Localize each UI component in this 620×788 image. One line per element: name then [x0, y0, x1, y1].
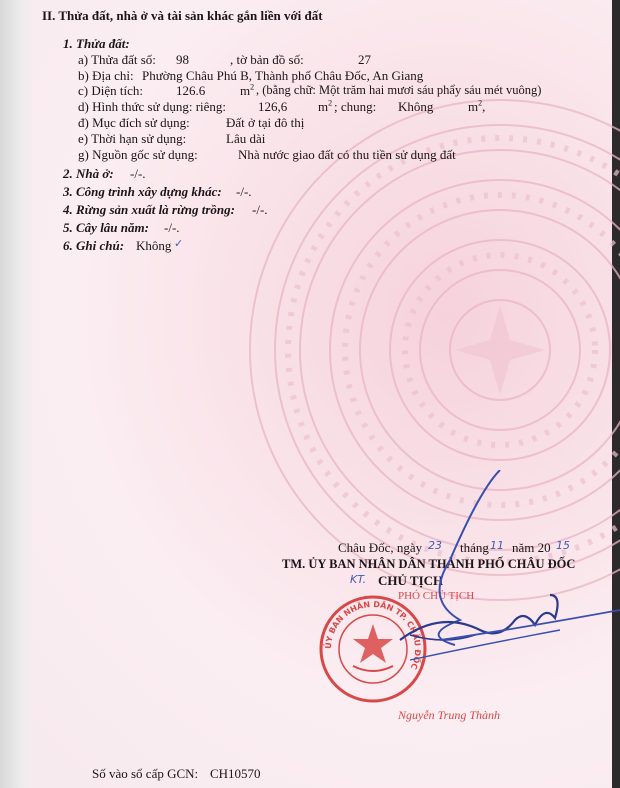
purpose-label: đ) Mục đích sử dụng:	[78, 115, 190, 130]
address-value: Phường Châu Phú B, Thành phố Châu Đốc, An Giang	[142, 68, 424, 83]
parcel-number-label: a) Thửa đất số:	[78, 52, 156, 67]
map-sheet-value: 27	[358, 52, 371, 67]
private-area-unit: $m^2$	[318, 98, 333, 114]
parcel-number-value: 98	[176, 52, 189, 67]
land-heading: 1. Thửa đất:	[63, 36, 130, 51]
forest-label: 4. Rừng sản xuất là rừng trồng:	[63, 202, 235, 217]
term-value: Lâu dài	[226, 131, 266, 146]
shared-area-label: ; chung:	[334, 99, 377, 114]
area-label: c) Diện tích:	[78, 83, 143, 98]
note-label: 6. Ghi chú:	[63, 238, 125, 253]
handwritten-mark-icon: ✓	[174, 237, 184, 250]
area-in-words: , (bằng chữ: Một trăm hai mươi sáu phẩy sáu mét vuông)	[256, 83, 542, 97]
left-scan-edge	[0, 0, 32, 788]
signature-icon	[300, 470, 620, 710]
house-label: 2. Nhà ở:	[63, 166, 114, 181]
trees-label: 5. Cây lâu năm:	[63, 220, 149, 235]
construction-value: -/-.	[236, 184, 252, 199]
private-area-value: 126,6	[258, 99, 288, 114]
shared-area-value: Không	[398, 99, 434, 114]
signing-month: 11	[490, 539, 504, 552]
register-label: Số vào sổ cấp GCN:	[92, 766, 199, 781]
shared-area-unit: $m^2$,	[468, 98, 486, 114]
vice-chairman-stamp: PHÓ CHỦ TỊCH	[398, 590, 475, 602]
trees-value: -/-.	[164, 220, 180, 235]
signing-prefix: KT.	[350, 573, 367, 586]
chairman-title: CHỦ TỊCH	[378, 573, 444, 588]
construction-label: 3. Công trình xây dựng khác:	[63, 184, 222, 199]
signing-month-label: tháng	[460, 540, 489, 555]
address-label: b) Địa chỉ:	[78, 68, 134, 83]
origin-label: g) Nguồn gốc sử dụng:	[78, 147, 198, 162]
signer-name: Nguyễn Trung Thành	[398, 708, 501, 722]
register-value: CH10570	[210, 766, 261, 781]
signing-day: 23	[428, 539, 442, 552]
seal-text: ỦY BAN NHÂN DÂN TP. CHÂU ĐỐC	[323, 599, 423, 671]
origin-value: Nhà nước giao đất có thu tiền sử dụng đất	[238, 147, 456, 162]
section-title: II. Thửa đất, nhà ở và tài sản khác gắn liền với đất	[42, 8, 323, 23]
forest-value: -/-.	[252, 202, 268, 217]
map-sheet-label: , tờ bản đồ số:	[230, 52, 304, 67]
signing-year-suffix: 15	[556, 539, 570, 552]
note-value: Không	[136, 238, 172, 253]
signing-place-label: Châu Đốc, ngày	[338, 540, 423, 555]
term-label: e) Thời hạn sử dụng:	[78, 131, 187, 146]
area-unit: $m^2$	[240, 82, 255, 98]
usage-form-label: d) Hình thức sử dụng: riêng:	[78, 99, 227, 114]
authority-title: TM. ỦY BAN NHÂN DÂN THÀNH PHỐ CHÂU ĐỐC	[282, 557, 576, 571]
area-value: 126.6	[176, 83, 206, 98]
house-value: -/-.	[130, 166, 146, 181]
signing-year-label: năm 20	[512, 540, 551, 555]
purpose-value: Đất ở tại đô thị	[226, 115, 305, 130]
